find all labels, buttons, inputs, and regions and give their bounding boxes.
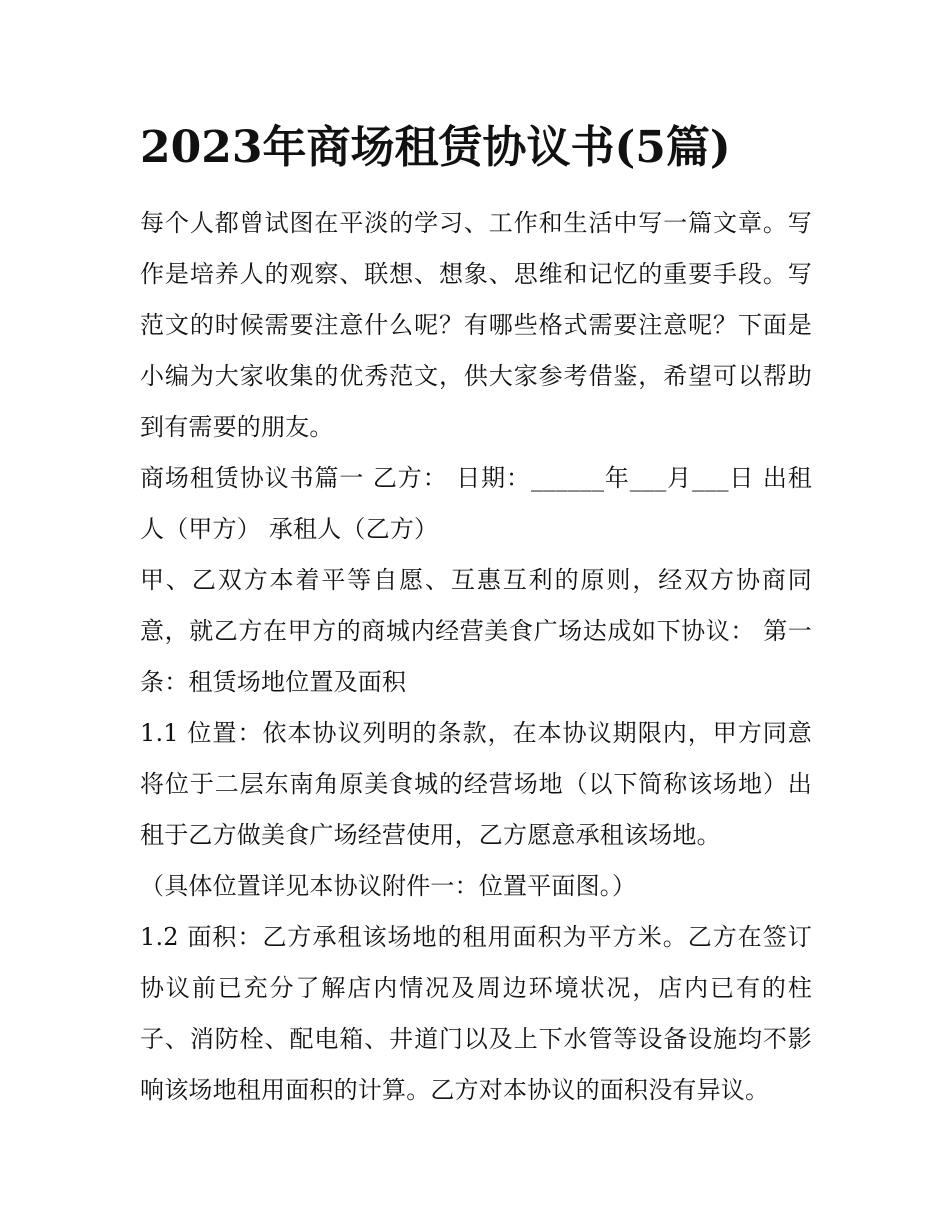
agreement-preamble-paragraph: 甲、乙双方本着平等自愿、互惠互利的原则，经双方协商同意，就乙方在甲方的商城内经营美食广场达成如下协议： 第一条：租赁场地位置及面积 (140, 566, 812, 696)
document-body (140, 198, 812, 1116)
agreement-header-paragraph: 商场租赁协议书篇一 乙方： 日期：______年___月___日 出租人（甲方） 承租人（乙方） (140, 464, 812, 543)
document-title: 2023年商场租赁协议书(5篇) (140, 122, 731, 173)
clause-1-2-paragraph: 1.2 面积：乙方承租该场地的租用面积为平方米。乙方在签订协议前已充分了解店内情况及周边环境状况，店内已有的柱子、消防栓、配电箱、井道门以及上下水管等设备设施均不影响该场地租用面积的计算。乙方对本协议的面积没有异议。 (140, 923, 812, 1104)
intro-paragraph: 每个人都曾试图在平淡的学习、工作和生活中写一篇文章。写作是培养人的观察、联想、想象、思维和记忆的重要手段。写范文的时候需要注意什么呢？有哪些格式需要注意呢？下面是小编为大家收集的优秀范文，供大家参考借鉴，希望可以帮助到有需要的朋友。 (140, 209, 812, 441)
clause-1-1-paragraph: 1.1 位置：依本协议列明的条款，在本协议期限内，甲方同意将位于二层东南角原美食城的经营场地（以下简称该场地）出租于乙方做美食广场经营使用，乙方愿意承租该场地。 (140, 719, 812, 849)
clause-1-1-note-paragraph: （具体位置详见本协议附件一：位置平面图。） (140, 872, 637, 900)
